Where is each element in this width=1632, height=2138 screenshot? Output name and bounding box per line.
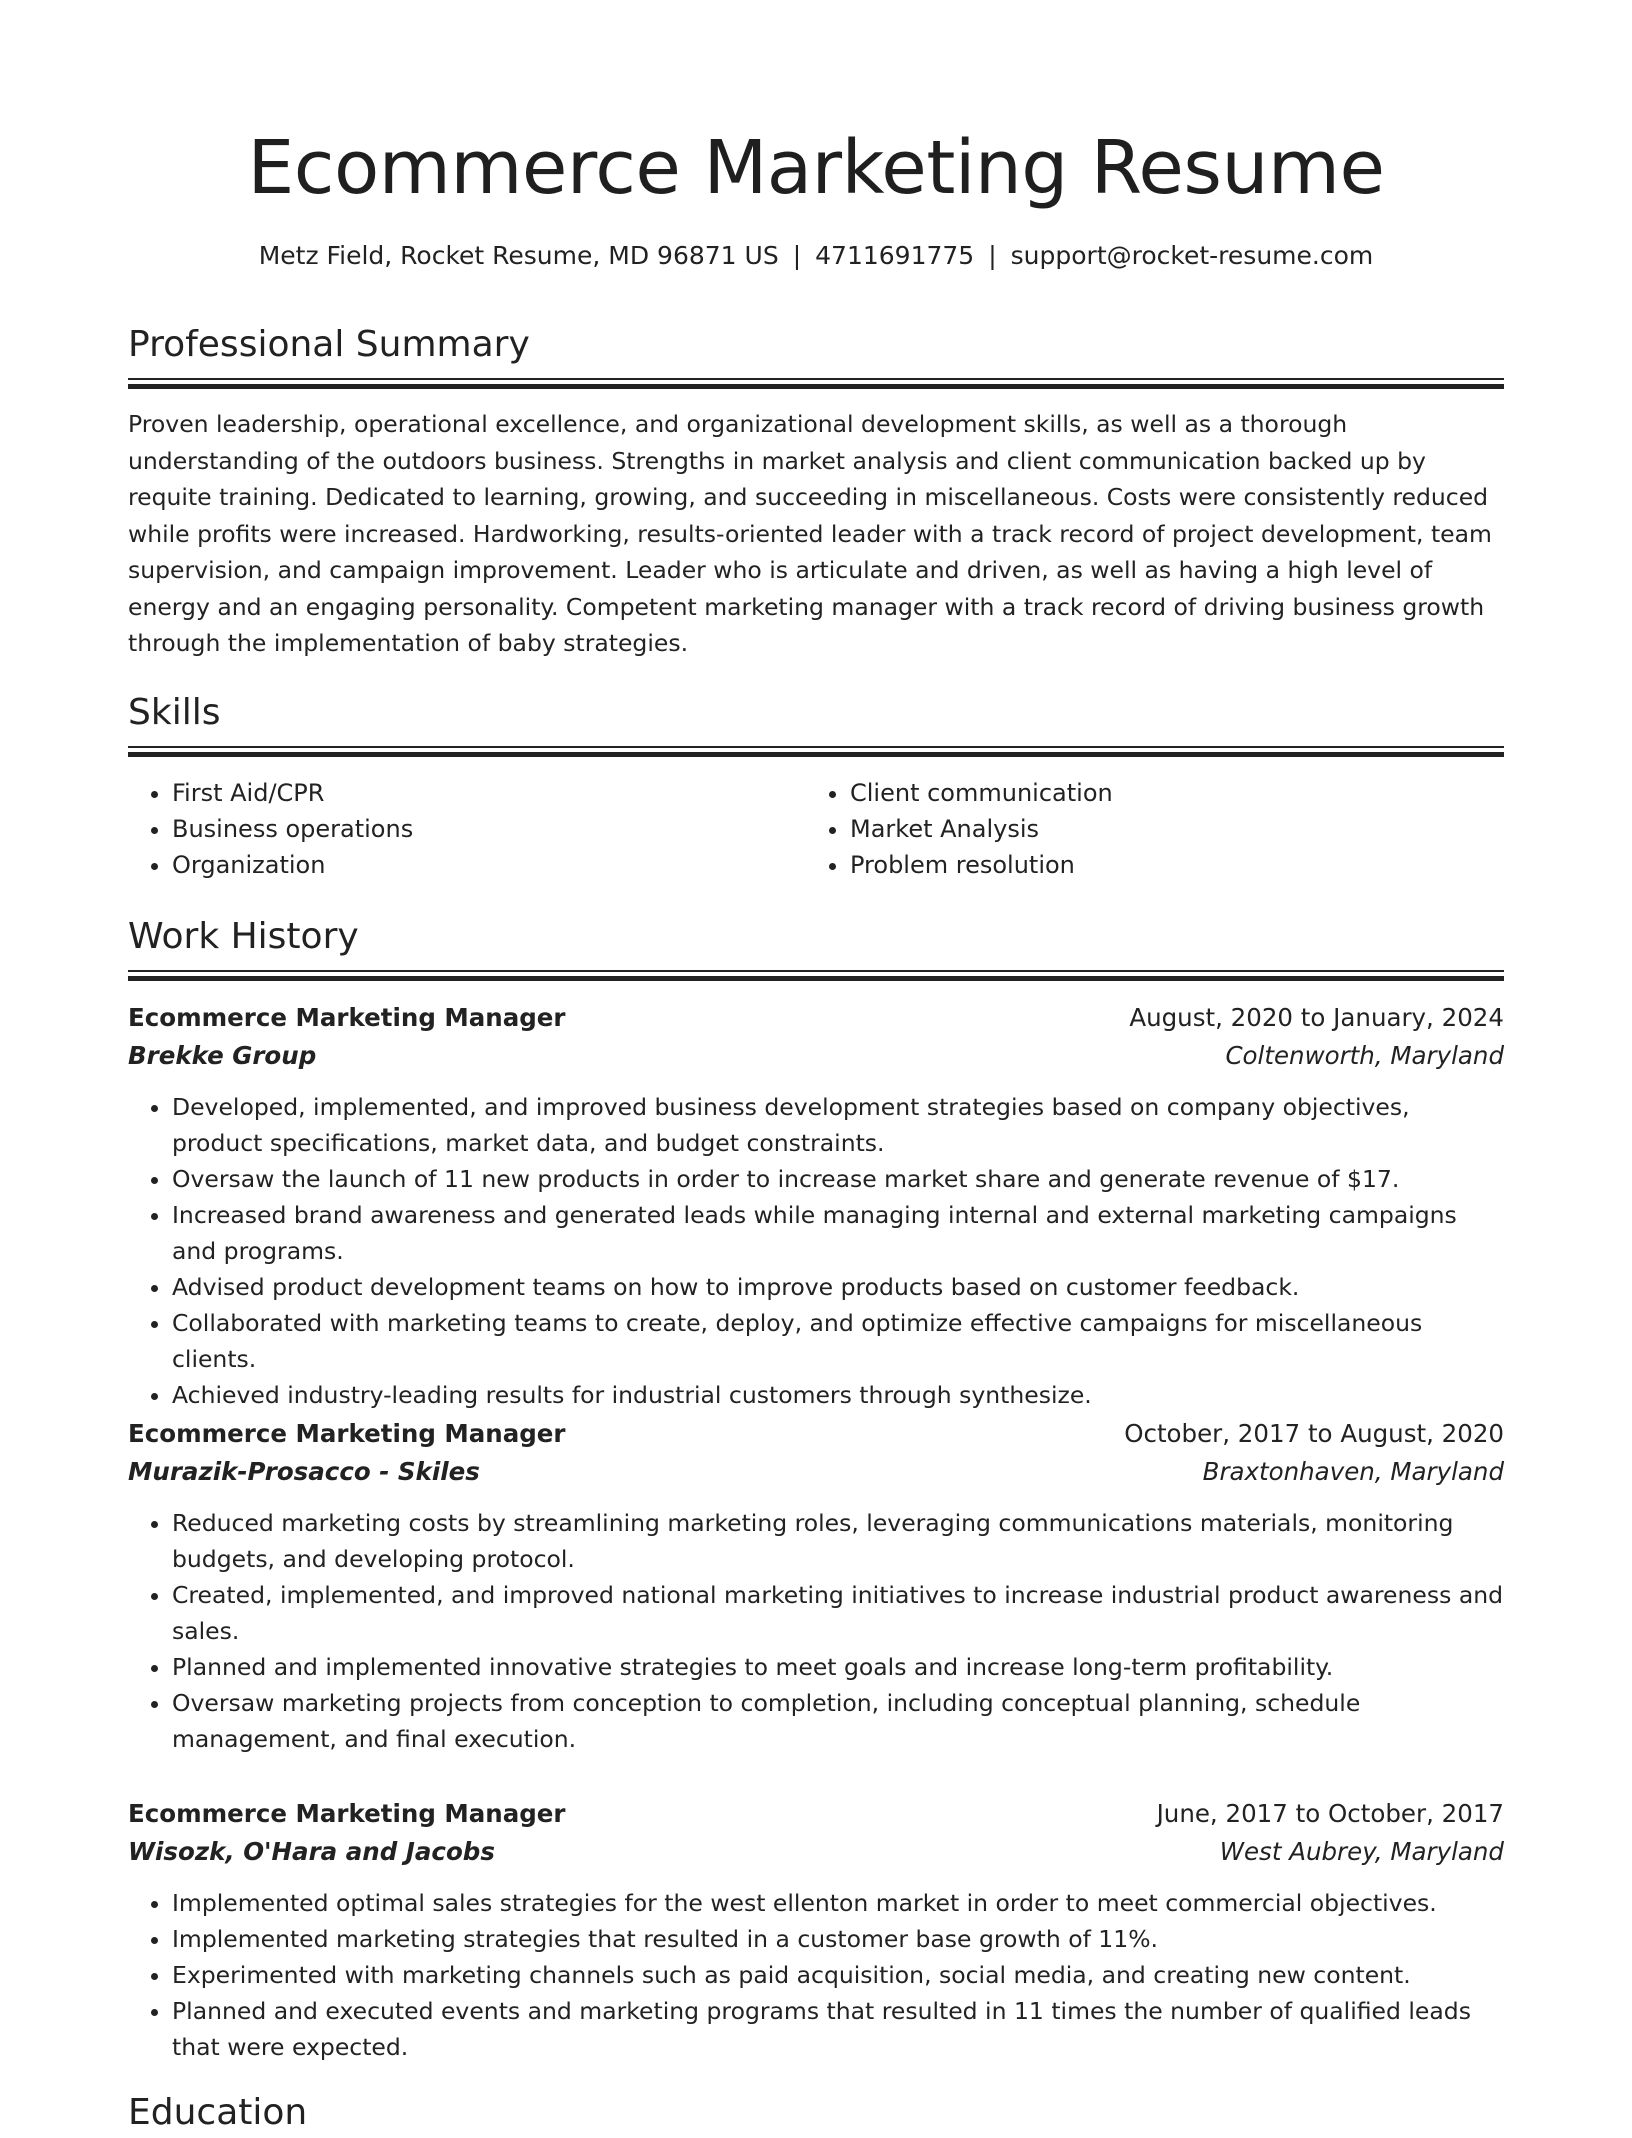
- job-bullet: • Increased brand awareness and generated leads while managing internal and external marketing campaigns and programs.: [172, 1197, 1504, 1269]
- skill-item: • Client communication: [850, 775, 1484, 811]
- job-title: Ecommerce Marketing Manager: [128, 1003, 566, 1032]
- section-divider: [128, 970, 1504, 972]
- section-divider: [128, 384, 1504, 389]
- job-location: West Aubrey, Maryland: [1219, 1837, 1504, 1866]
- contact-separator: |: [792, 241, 802, 270]
- job-subheader-row: [128, 1453, 1504, 1491]
- section-divider: [128, 752, 1504, 757]
- job-title: Ecommerce Marketing Manager: [128, 1419, 566, 1448]
- skills-column-left: [128, 775, 806, 883]
- job-bullet: • Oversaw the launch of 11 new products in order to increase market share and generate revenue of $17.: [172, 1161, 1504, 1197]
- job-company: Brekke Group: [128, 1041, 317, 1070]
- job-entry: [128, 1795, 1504, 2065]
- job-bullet: • Implemented optimal sales strategies for the west ellenton market in order to meet commercial objectives.: [172, 1885, 1504, 1921]
- skill-item: • First Aid/CPR: [172, 775, 806, 811]
- skills-heading: Skills: [128, 692, 221, 733]
- job-bullet: • Achieved industry-leading results for industrial customers through synthesize.: [172, 1377, 1504, 1413]
- job-dates: October, 2017 to August, 2020: [1124, 1419, 1504, 1448]
- job-bullet: • Collaborated with marketing teams to create, deploy, and optimize effective campaigns for miscellaneous clients.: [172, 1305, 1504, 1377]
- job-entry: [128, 999, 1504, 1413]
- job-company: Murazik-Prosacco - Skiles: [128, 1457, 480, 1486]
- work-section-header: [128, 912, 1504, 981]
- contact-address: Metz Field, Rocket Resume, MD 96871 US: [258, 241, 779, 270]
- job-location: Braxtonhaven, Maryland: [1202, 1457, 1504, 1486]
- skill-item: • Market Analysis: [850, 811, 1484, 847]
- summary-section-header: [128, 320, 1504, 389]
- job-company: Wisozk, O'Hara and Jacobs: [128, 1837, 495, 1866]
- contact-phone: 4711691775: [815, 241, 975, 270]
- summary-heading: Professional Summary: [128, 324, 530, 365]
- job-bullet: • Advised product development teams on how to improve products based on customer feedback.: [172, 1269, 1504, 1305]
- job-bullet: • Experimented with marketing channels such as paid acquisition, social media, and creating new content.: [172, 1957, 1504, 1993]
- skills-list: [128, 775, 1504, 883]
- skills-column-right: [806, 775, 1484, 883]
- job-dates: August, 2020 to January, 2024: [1129, 1003, 1504, 1032]
- job-bullet: • Oversaw marketing projects from conception to completion, including conceptual planning, schedule management, and final execution.: [172, 1685, 1504, 1757]
- skill-item: • Organization: [172, 847, 806, 883]
- job-subheader-row: [128, 1037, 1504, 1075]
- job-entry: [128, 1415, 1504, 1757]
- skill-item: • Problem resolution: [850, 847, 1484, 883]
- job-header-row: [128, 1795, 1504, 1833]
- work-heading: Work History: [128, 916, 359, 957]
- education-heading: Education: [128, 2092, 308, 2133]
- job-subheader-row: [128, 1833, 1504, 1871]
- section-divider: [128, 746, 1504, 748]
- job-bullets: [128, 1885, 1504, 2065]
- job-bullet: • Reduced marketing costs by streamlining marketing roles, leveraging communications materials, monitoring budgets, and developing protocol.: [172, 1505, 1504, 1577]
- skills-section-header: [128, 688, 1504, 757]
- job-bullets: [128, 1505, 1504, 1757]
- summary-text: Proven leadership, operational excellence, and organizational development skills, as well as a thorough understanding of the outdoors business. Strengths in market analysis and client communication backed up by requite training. Dedicated to learning, growing, and succeeding in miscellaneous. Costs were consistently reduced while profits were increased. Hardworking, results-oriented leader with a track record of project development, team supervision, and campaign improvement. Leader who is articulate and driven, as well as having a high level of energy and an engaging personality. Competent marketing manager with a track record of driving business growth through the implementation of baby strategies.: [128, 410, 1492, 657]
- resume-title: Ecommerce Marketing Resume: [247, 125, 1385, 211]
- skill-item: • Business operations: [172, 811, 806, 847]
- section-divider: [128, 378, 1504, 380]
- job-bullet: • Implemented marketing strategies that resulted in a customer base growth of 11%.: [172, 1921, 1504, 1957]
- job-bullet: • Created, implemented, and improved national marketing initiatives to increase industrial product awareness and sales.: [172, 1577, 1504, 1649]
- job-title: Ecommerce Marketing Manager: [128, 1799, 566, 1828]
- section-divider: [128, 976, 1504, 981]
- job-bullet: • Planned and executed events and marketing programs that resulted in 11 times the number of qualified leads that were expected.: [172, 1993, 1504, 2065]
- job-dates: June, 2017 to October, 2017: [1156, 1799, 1504, 1828]
- job-header-row: [128, 999, 1504, 1037]
- job-bullet: • Planned and implemented innovative strategies to meet goals and increase long-term profitability.: [172, 1649, 1504, 1685]
- job-bullet: • Developed, implemented, and improved business development strategies based on company objectives, product specifications, market data, and budget constraints.: [172, 1089, 1504, 1161]
- job-bullets: [128, 1089, 1504, 1413]
- job-header-row: [128, 1415, 1504, 1453]
- contact-line: [128, 236, 1504, 276]
- contact-separator: |: [988, 241, 997, 270]
- contact-email[interactable]: support@rocket-resume.com: [1010, 241, 1374, 270]
- job-location: Coltenworth, Maryland: [1225, 1041, 1504, 1070]
